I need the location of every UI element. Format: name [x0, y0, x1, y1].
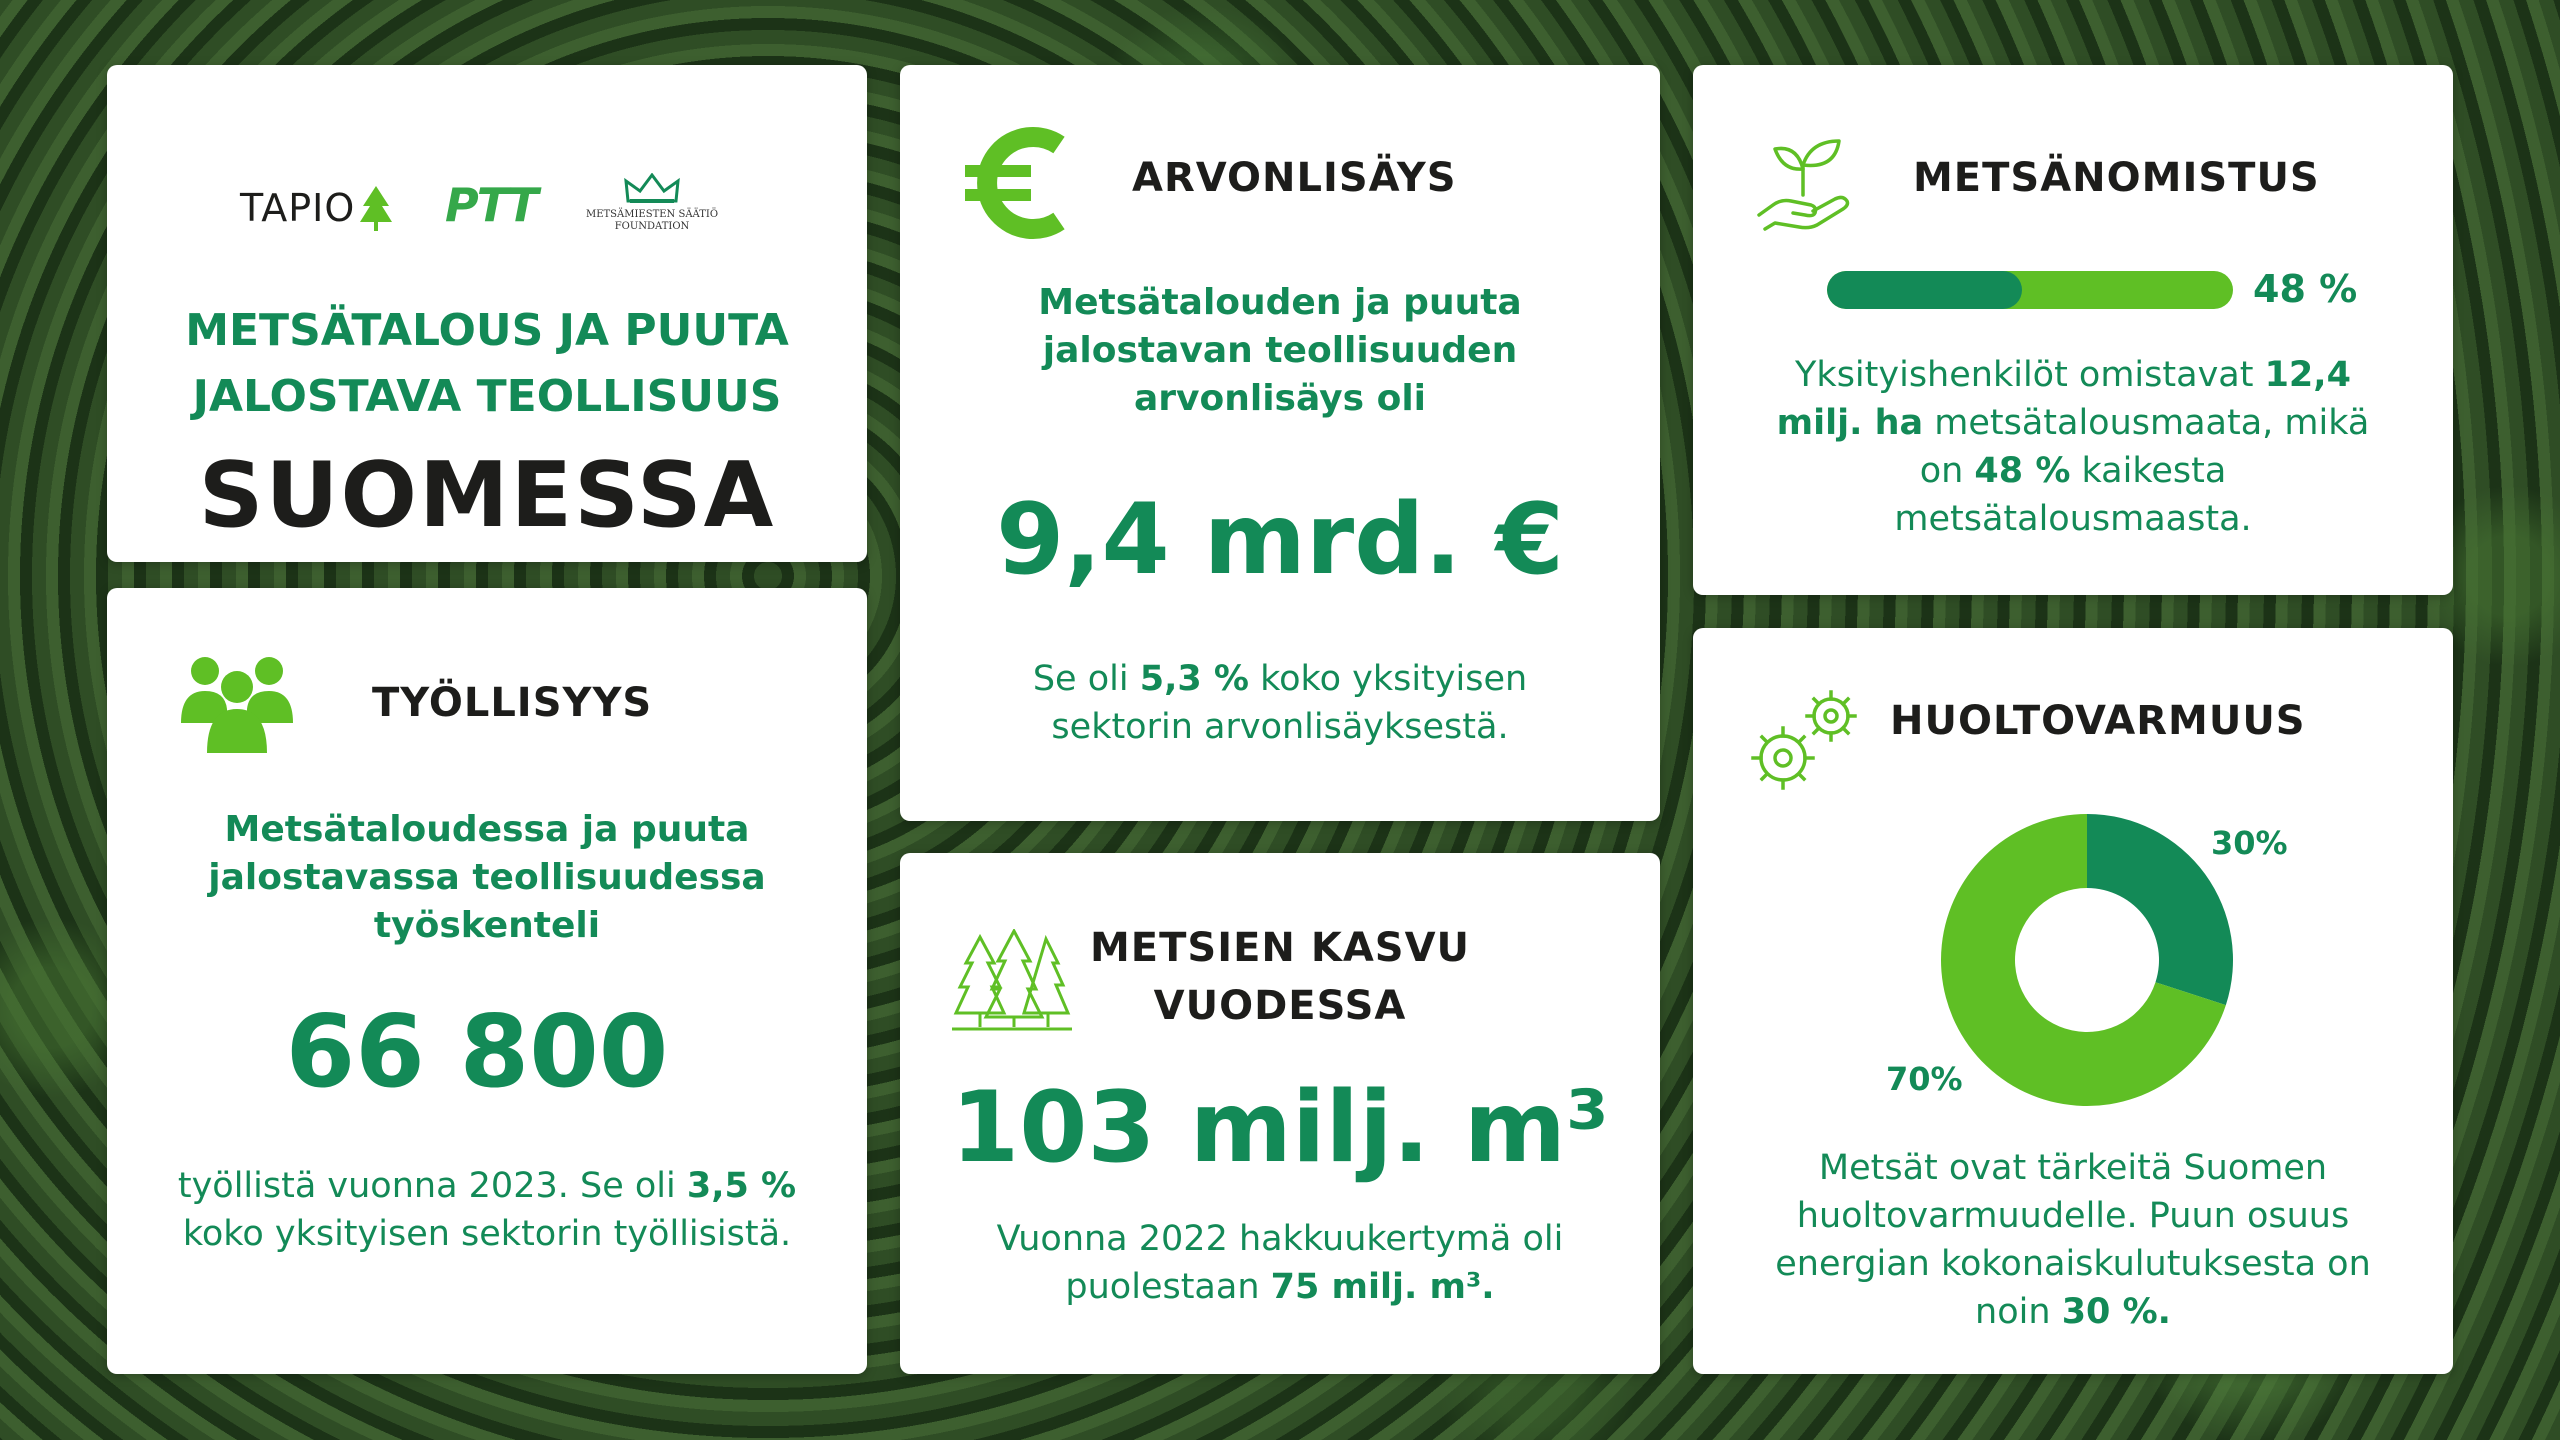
crown-icon — [624, 173, 680, 205]
employment-lead-1: Metsätaloudessa ja puuta — [224, 809, 750, 850]
value-added-lead-3: arvonlisäys oli — [1133, 378, 1426, 419]
security-text-2: huoltovarmuudelle. Puun osuus — [1796, 1196, 2350, 1236]
employment-text-1: työllistä vuonna 2023. Se oli 3,5 % — [177, 1166, 797, 1206]
ownership-text-4: metsätalousmaasta. — [1894, 499, 2252, 539]
security-card — [1693, 628, 2453, 1374]
ownership-progress-bar — [1827, 271, 2233, 309]
title-card — [107, 65, 867, 562]
euro-icon — [963, 123, 1073, 243]
title-line-2: JALOSTAVA TEOLLISUUS — [192, 371, 782, 422]
ownership-card — [1693, 65, 2453, 595]
value-added-text-1: Se oli 5,3 % koko yksityisen — [1032, 659, 1528, 699]
value-added-heading: ARVONLISÄYS — [1132, 155, 1457, 201]
ownership-text-2: milj. ha metsätalousmaata, mikä — [1776, 403, 2370, 443]
ownership-heading: METSÄNOMISTUS — [1913, 155, 2320, 201]
donut-label-a: 30% — [2211, 824, 2288, 862]
growth-value: 103 milj. m³ — [951, 1071, 1609, 1185]
gears-icon — [1743, 684, 1863, 800]
employment-value: 66 800 — [285, 993, 669, 1110]
security-donut-chart — [1937, 810, 2237, 1110]
donut-label-b: 70% — [1886, 1060, 1963, 1098]
growth-text-1: Vuonna 2022 hakkuukertymä oli — [996, 1219, 1564, 1259]
ownership-text-3: on 48 % kaikesta — [1919, 451, 2227, 491]
employment-heading: TYÖLLISYYS — [372, 680, 653, 726]
growth-heading-2: VUODESSA — [1153, 983, 1407, 1029]
tapio-tree-icon — [359, 184, 393, 232]
employment-lead-3: työskenteli — [373, 905, 601, 946]
title-line-3: SUOMESSA — [198, 443, 776, 548]
growth-card — [900, 853, 1660, 1374]
security-text-4: noin 30 %. — [1975, 1292, 2171, 1332]
ownership-progress-label: 48 % — [2253, 267, 2358, 311]
employment-text-2: koko yksityisen sektorin työllisistä. — [182, 1214, 792, 1254]
value-added-card — [900, 65, 1660, 821]
ownership-progress-fill — [1827, 271, 2022, 309]
title-line-1: METSÄTALOUS JA PUUTA — [185, 305, 789, 356]
growth-heading-1: METSIEN KASVU — [1089, 925, 1471, 971]
ptt-logo: PTT — [445, 178, 537, 232]
employment-card — [107, 588, 867, 1374]
value-added-lead-2: jalostavan teollisuuden — [1042, 330, 1518, 371]
foundation-logo: METSÄMIESTEN SÄÄTIÖ FOUNDATION — [577, 173, 727, 233]
tapio-logo: TAPIO — [240, 183, 393, 233]
value-added-lead-1: Metsätalouden ja puuta — [1038, 282, 1522, 323]
value-added-value: 9,4 mrd. € — [996, 483, 1564, 597]
growth-text-2: puolestaan 75 milj. m³. — [1065, 1267, 1495, 1307]
people-group-icon — [179, 653, 295, 753]
security-text-3: energian kokonaiskulutuksesta on — [1775, 1244, 2371, 1284]
employment-lead-2: jalostavassa teollisuudessa — [208, 857, 766, 898]
security-text-1: Metsät ovat tärkeitä Suomen — [1818, 1148, 2328, 1188]
value-added-text-2: sektorin arvonlisäyksestä. — [1051, 707, 1509, 747]
security-heading: HUOLTOVARMUUS — [1890, 698, 2306, 744]
ownership-text-1: Yksityishenkilöt omistavat 12,4 — [1795, 355, 2351, 395]
hand-sprout-icon — [1753, 135, 1857, 231]
